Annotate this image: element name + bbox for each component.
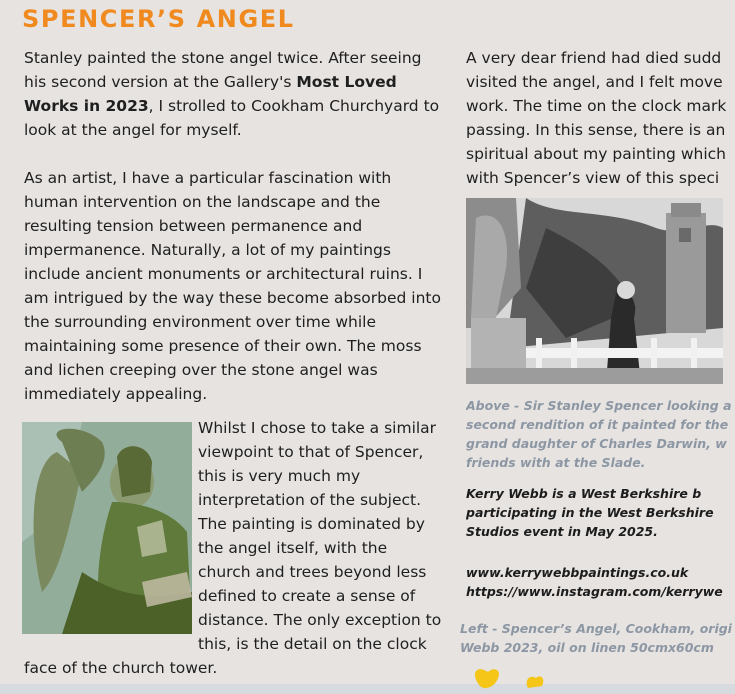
artist-bio [466, 484, 735, 541]
caption-line: second rendition of it painted for the [466, 417, 729, 432]
caption-line: Webb 2023, oil on linen 50cmx60cm [460, 640, 714, 655]
caption-line: grand daughter of Charles Darwin, w [466, 436, 727, 451]
bio-line: participating in the West Berkshire [466, 505, 714, 520]
artist-links [466, 563, 735, 601]
right-text-line: work. The time on the clock mark [466, 97, 727, 115]
angel-painting-image [22, 422, 192, 634]
painting-caption [460, 619, 735, 657]
intro-paragraph [24, 46, 444, 142]
caption-line: friends with at the Slade. [466, 455, 646, 470]
right-text-line: spiritual about my painting which [466, 145, 726, 163]
butterfly-icon [470, 664, 550, 694]
right-paragraph [466, 46, 735, 190]
page-title: SPENCER’S ANGEL [22, 5, 295, 33]
bio-line: Kerry Webb is a West Berkshire b [466, 486, 702, 501]
intro-bold-exhibition: Most Loved Works in 2023 [24, 73, 397, 115]
right-text-line: visited the angel, and I felt move [466, 73, 723, 91]
website-link[interactable]: www.kerrywebbpaintings.co.uk [466, 565, 689, 580]
right-text-line: with Spencer’s view of this speci [466, 169, 720, 187]
bottom-band [0, 684, 735, 694]
caption-line: Left - Spencer’s Angel, Cookham, origi [460, 621, 732, 636]
photo-caption [466, 396, 735, 472]
painting-paragraph: Whilst I chose to take a similar viewpoint to that of Spencer, this is very much my interpretation of the subject. The painting is dominated by the angel itself, with the church and trees beyond less defined to create a sense of distance. The only exception to this, is the detail on the clock face of the church tower. [24, 419, 442, 677]
intro-text-1: Stanley painted the stone angel twice. After seeing his second version at the Gallery's [24, 49, 422, 91]
intro-text-2: , I strolled to Cookham Churchyard to look at the angel for myself. [24, 97, 440, 139]
artist-paragraph: As an artist, I have a particular fascination with human intervention on the landscape and the resulting tension between permanence and impermanence. Naturally, a lot of my paintings include ancient monuments or architectural ruins. I am intrigued by the way these become absorbed into the surrounding environment over time while maintaining some presence of their own. The moss and lichen creeping over the stone angel was immediately appealing. [24, 169, 441, 403]
bio-line: Studios event in May 2025. [466, 524, 658, 539]
right-text-line: A very dear friend had died sudd [466, 49, 722, 67]
right-text-line: passing. In this sense, there is an [466, 121, 726, 139]
instagram-link[interactable]: https://www.instagram.com/kerrywe [466, 584, 723, 599]
painting-section [24, 416, 444, 680]
left-column [24, 46, 444, 680]
right-column [466, 46, 735, 601]
spencer-photo-image [466, 198, 723, 384]
caption-line: Above - Sir Stanley Spencer looking a [466, 398, 732, 413]
